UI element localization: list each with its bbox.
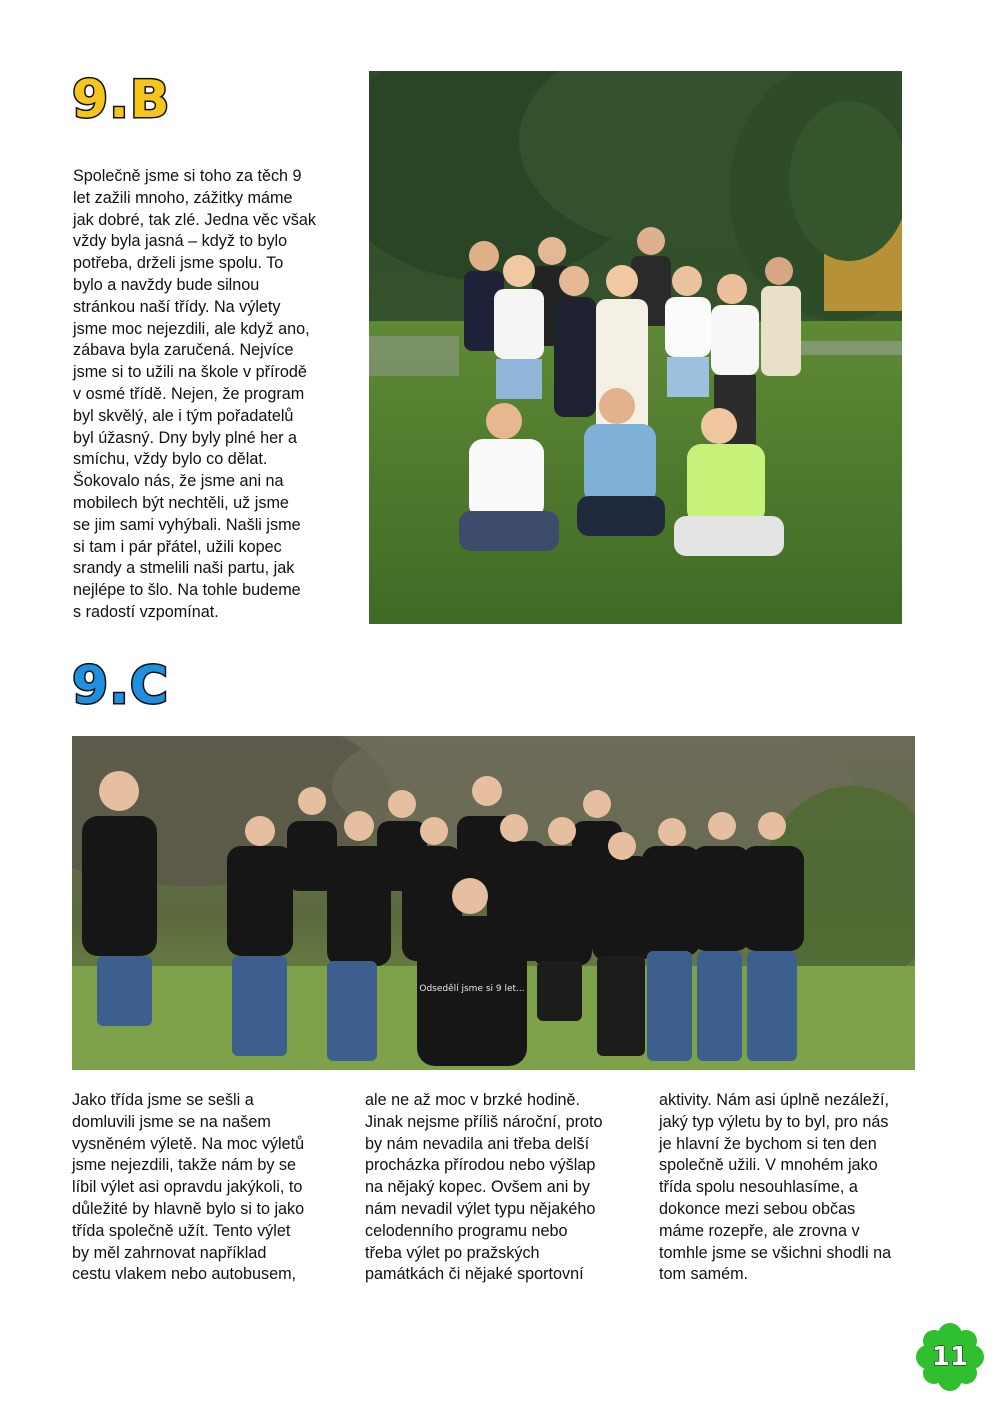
class-9b-photo-illustration: [369, 71, 902, 624]
hoodie-caption: Odsedělí jsme si 9 let...: [419, 984, 525, 994]
class-9b-group-photo: [369, 71, 902, 624]
class-9c-group-photo: [72, 736, 915, 1070]
class-9b-text: Společně jsme si toho za těch 9 let zažili mnoho, zážitky máme jak dobré, tak zlé. Jedna věc však vždy byla jasná – když to bylo potřeba, drželi jsme spolu. To bylo a navždy bude silnou stránkou naší třídy. Na výlety jsme moc nejezdili, ale když ano, zábava byla zaručená. Nejvíce jsme si to užili na škole v přírodě v osmé třídě. Nejen, že program byl skvělý, ale i tým pořadatelů byl úžasný. Dny byly plné her a smíchu, vždy bylo co dělat. Šokovalo nás, že jsme ani na mobilech být nechtěli, už jsme se jim sami vyhýbali. Našli jsme si tam i pár přátel, užili kopec srandy a stmelili naši partu, jak nejlépe to šlo. Na tohle budeme s radostí vzpomínat.: [73, 167, 316, 621]
class-9b-heading: 9.B: [72, 70, 171, 130]
page-number: 11: [931, 1342, 969, 1372]
class-9c-text-column-3: aktivity. Nám asi úplně nezáleží, jaký typ výletu by to byl, pro nás je hlavní že bychom si ten den společně užili. V mnohém jako třída spolu nesouhlasíme, a dokonce mezi sebou občas máme rozepře, ale zrovna v tomhle jsme se všichni shodli na tom samém.: [659, 1091, 892, 1284]
page-number-badge: [914, 1323, 986, 1391]
class-9c-heading: 9.C: [72, 656, 170, 716]
class-9c-text-column-1: Jako třída jsme se sešli a domluvili jsme se na našem vysněném výletě. Na moc výletů jsme nejezdili, takže nám by se líbil výlet asi opravdu jakýkoli, to důležité by hlavně bylo si to jako třída společně užít. Tento výlet by měl zahrnovat například cestu vlakem nebo autobusem,: [72, 1091, 305, 1284]
class-9c-text-column-2: ale ne až moc v brzké hodině. Jinak nejsme příliš nároční, proto by nám nevadila ani třeba delší procházka přírodou nebo výšlap na nějaký kopec. Ovšem ani by nám nevadil výlet typu nějakého celodenního programu nebo třeba výlet po pražských památkách či nějaké sportovní: [365, 1091, 603, 1284]
class-9c-photo-illustration: [72, 736, 915, 1070]
